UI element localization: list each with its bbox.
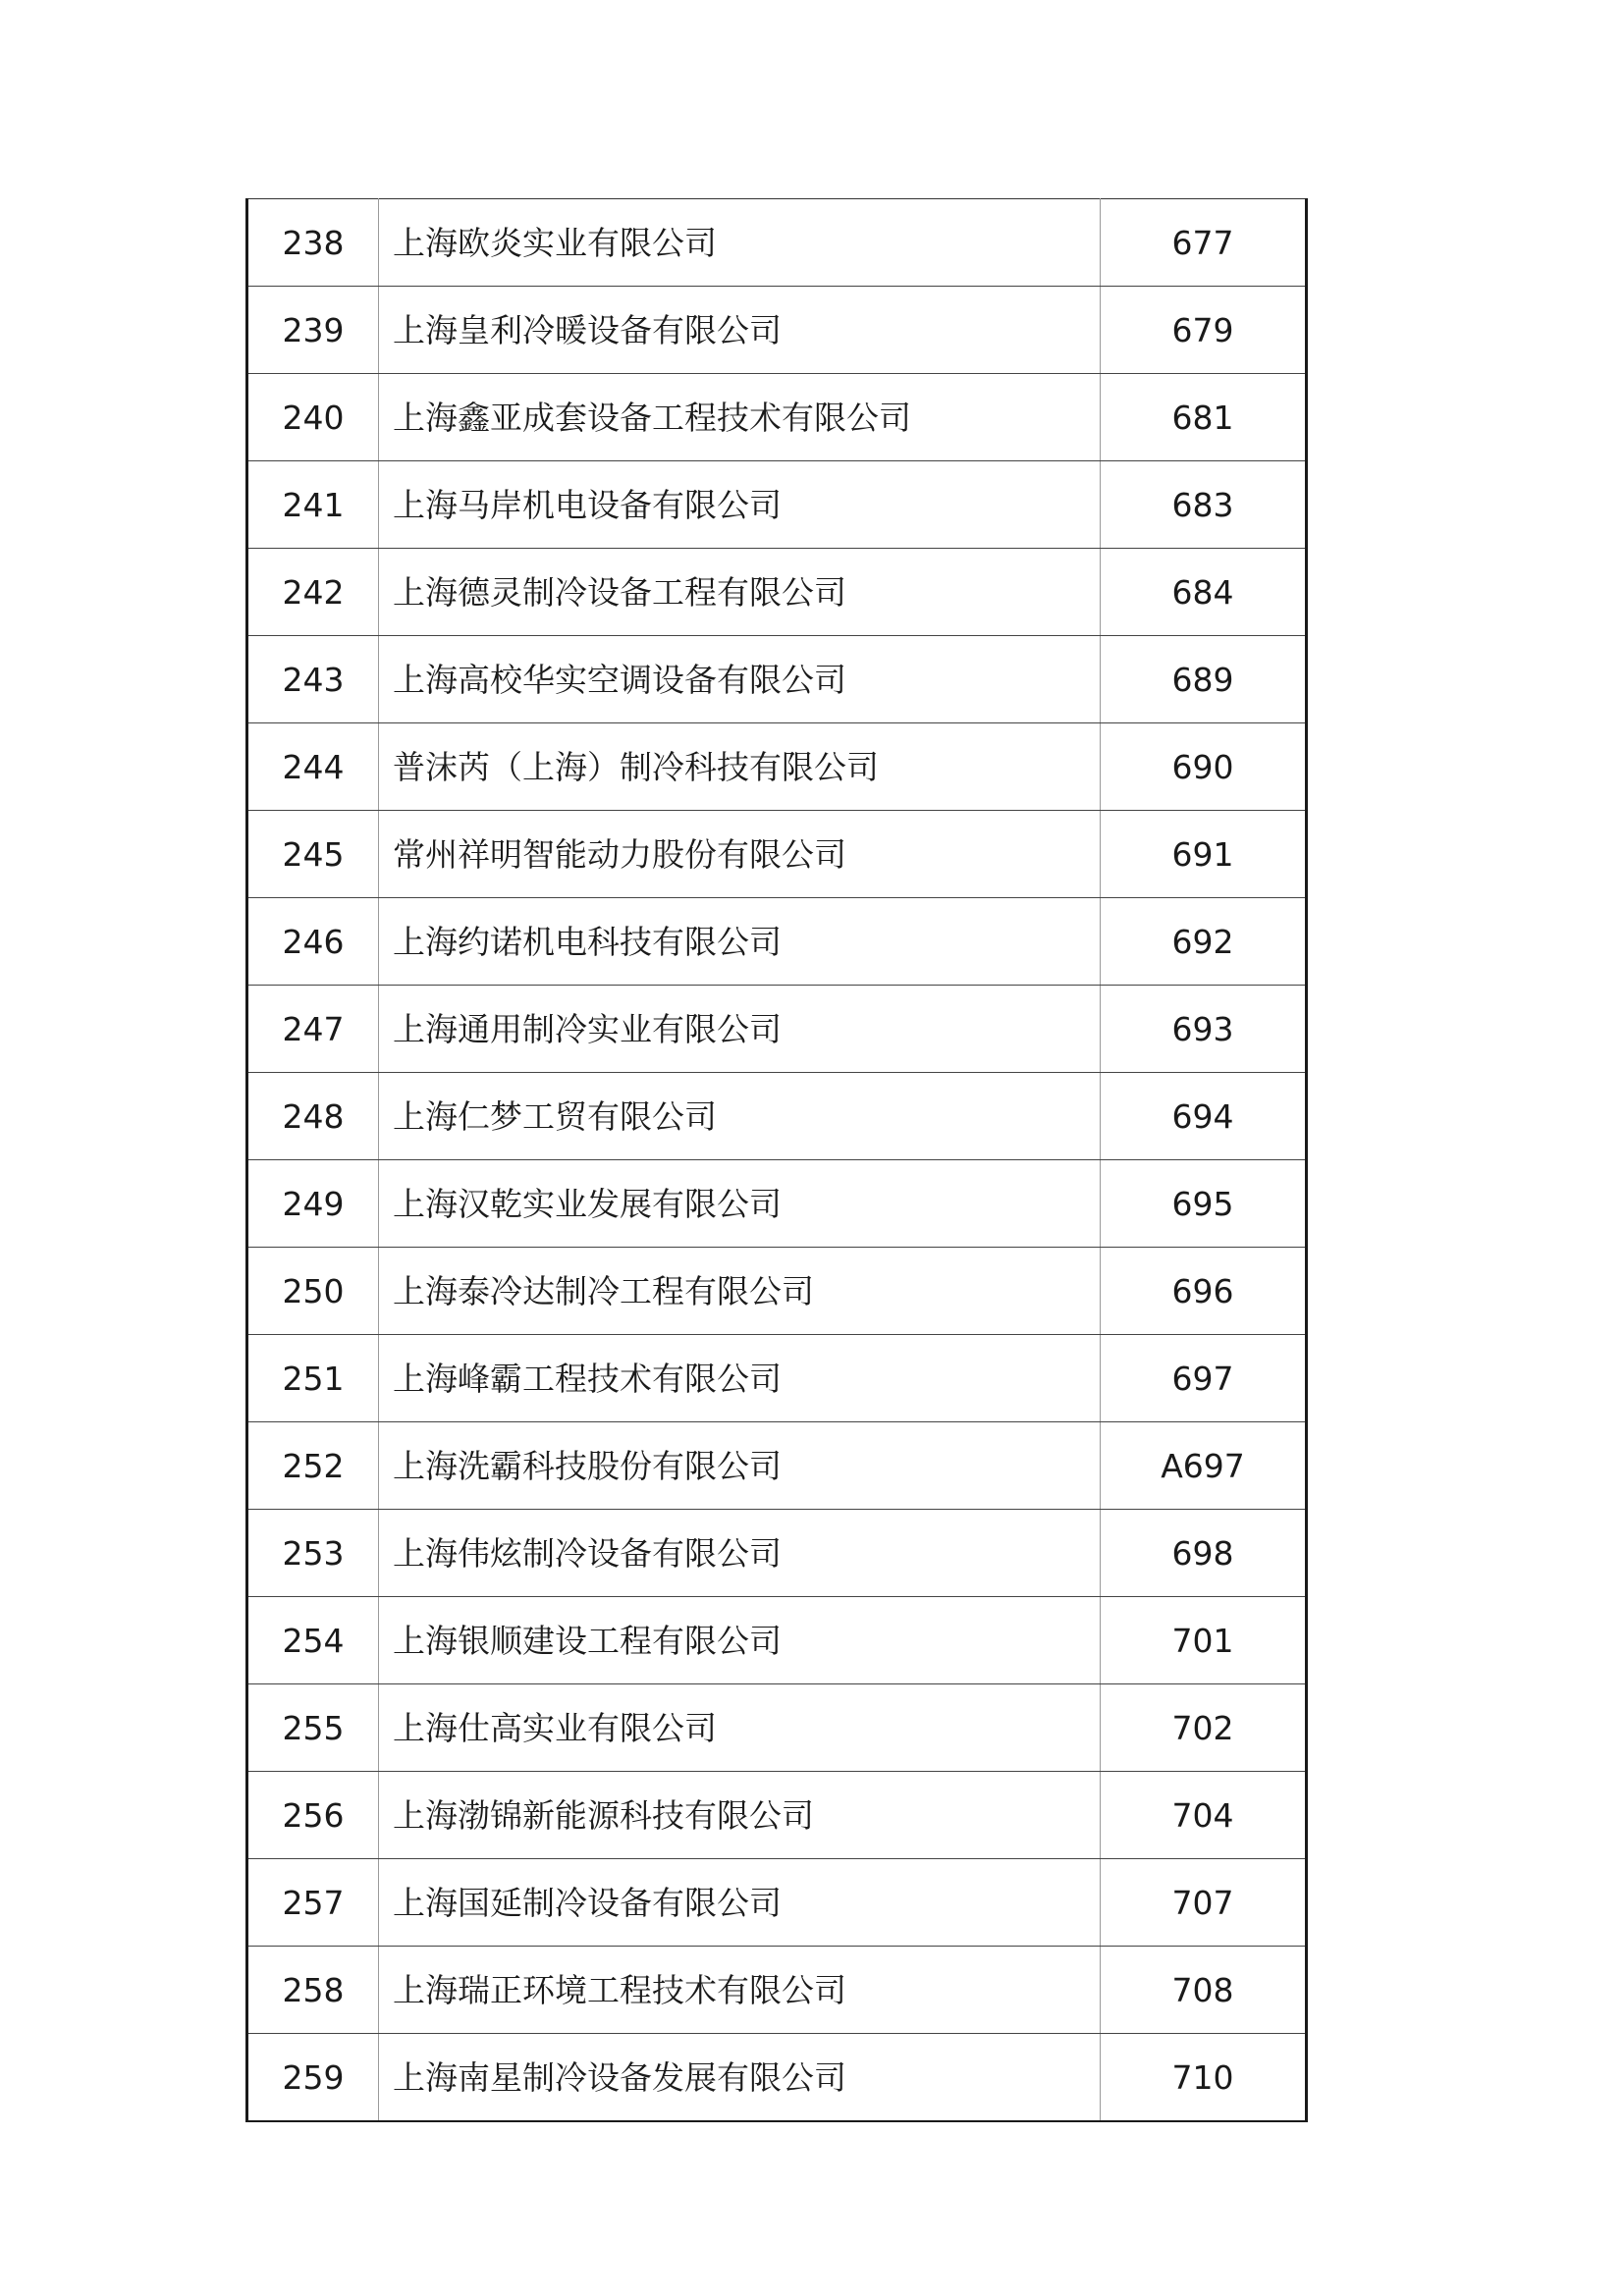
company-name: 上海南星制冷设备发展有限公司 — [379, 2034, 1101, 2122]
row-number: 242 — [247, 549, 379, 636]
company-table — [245, 198, 1308, 2122]
row-number: 243 — [247, 636, 379, 723]
row-number: 255 — [247, 1684, 379, 1772]
company-code: 692 — [1101, 898, 1307, 986]
row-number: 251 — [247, 1335, 379, 1422]
table-row — [247, 1597, 1307, 1684]
company-code: 696 — [1101, 1248, 1307, 1335]
company-code: 679 — [1101, 287, 1307, 374]
company-name: 上海银顺建设工程有限公司 — [379, 1597, 1101, 1684]
company-name: 上海瑞正环境工程技术有限公司 — [379, 1947, 1101, 2034]
table-row — [247, 2034, 1307, 2122]
company-name: 上海欧炎实业有限公司 — [379, 199, 1101, 287]
company-code: 691 — [1101, 811, 1307, 898]
table-row — [247, 287, 1307, 374]
table-row — [247, 1859, 1307, 1947]
company-name: 上海德灵制冷设备工程有限公司 — [379, 549, 1101, 636]
company-code: 708 — [1101, 1947, 1307, 2034]
company-name: 上海仁梦工贸有限公司 — [379, 1073, 1101, 1160]
row-number: 250 — [247, 1248, 379, 1335]
row-number: 244 — [247, 723, 379, 811]
table-row — [247, 1510, 1307, 1597]
table-row — [247, 1335, 1307, 1422]
company-code: 710 — [1101, 2034, 1307, 2122]
company-name: 上海伟炫制冷设备有限公司 — [379, 1510, 1101, 1597]
company-name: 上海洗霸科技股份有限公司 — [379, 1422, 1101, 1510]
company-name: 上海皇利冷暖设备有限公司 — [379, 287, 1101, 374]
company-name: 上海通用制冷实业有限公司 — [379, 986, 1101, 1073]
company-code: 698 — [1101, 1510, 1307, 1597]
company-code: 693 — [1101, 986, 1307, 1073]
company-code: 683 — [1101, 461, 1307, 549]
row-number: 245 — [247, 811, 379, 898]
company-code: 694 — [1101, 1073, 1307, 1160]
company-code: 677 — [1101, 199, 1307, 287]
company-code: 695 — [1101, 1160, 1307, 1248]
row-number: 254 — [247, 1597, 379, 1684]
company-name: 上海仕高实业有限公司 — [379, 1684, 1101, 1772]
company-code: 684 — [1101, 549, 1307, 636]
company-code: 701 — [1101, 1597, 1307, 1684]
table-row — [247, 1160, 1307, 1248]
table-row — [247, 1248, 1307, 1335]
company-name: 常州祥明智能动力股份有限公司 — [379, 811, 1101, 898]
company-code: 697 — [1101, 1335, 1307, 1422]
row-number: 240 — [247, 374, 379, 461]
table-row — [247, 636, 1307, 723]
row-number: 257 — [247, 1859, 379, 1947]
row-number: 252 — [247, 1422, 379, 1510]
row-number: 253 — [247, 1510, 379, 1597]
company-code: 689 — [1101, 636, 1307, 723]
row-number: 238 — [247, 199, 379, 287]
company-name: 上海汉乾实业发展有限公司 — [379, 1160, 1101, 1248]
table-row — [247, 461, 1307, 549]
company-code: 704 — [1101, 1772, 1307, 1859]
row-number: 258 — [247, 1947, 379, 2034]
table-body — [247, 199, 1307, 2122]
row-number: 259 — [247, 2034, 379, 2122]
company-name: 普沫芮（上海）制冷科技有限公司 — [379, 723, 1101, 811]
company-name: 上海高校华实空调设备有限公司 — [379, 636, 1101, 723]
row-number: 241 — [247, 461, 379, 549]
table-row — [247, 549, 1307, 636]
company-name: 上海国延制冷设备有限公司 — [379, 1859, 1101, 1947]
row-number: 239 — [247, 287, 379, 374]
table-row — [247, 1684, 1307, 1772]
table-row — [247, 1422, 1307, 1510]
row-number: 248 — [247, 1073, 379, 1160]
company-code: 707 — [1101, 1859, 1307, 1947]
company-name: 上海峰霸工程技术有限公司 — [379, 1335, 1101, 1422]
row-number: 246 — [247, 898, 379, 986]
company-code: 681 — [1101, 374, 1307, 461]
table-row — [247, 1073, 1307, 1160]
row-number: 247 — [247, 986, 379, 1073]
company-code: 702 — [1101, 1684, 1307, 1772]
row-number: 249 — [247, 1160, 379, 1248]
table-row — [247, 1772, 1307, 1859]
company-name: 上海泰冷达制冷工程有限公司 — [379, 1248, 1101, 1335]
table-row — [247, 199, 1307, 287]
table-row — [247, 374, 1307, 461]
table-row — [247, 811, 1307, 898]
company-code: 690 — [1101, 723, 1307, 811]
company-code: A697 — [1101, 1422, 1307, 1510]
table-row — [247, 986, 1307, 1073]
row-number: 256 — [247, 1772, 379, 1859]
table-row — [247, 1947, 1307, 2034]
company-name: 上海马岸机电设备有限公司 — [379, 461, 1101, 549]
table-row — [247, 898, 1307, 986]
company-name: 上海约诺机电科技有限公司 — [379, 898, 1101, 986]
company-name: 上海渤锦新能源科技有限公司 — [379, 1772, 1101, 1859]
company-name: 上海鑫亚成套设备工程技术有限公司 — [379, 374, 1101, 461]
table-row — [247, 723, 1307, 811]
